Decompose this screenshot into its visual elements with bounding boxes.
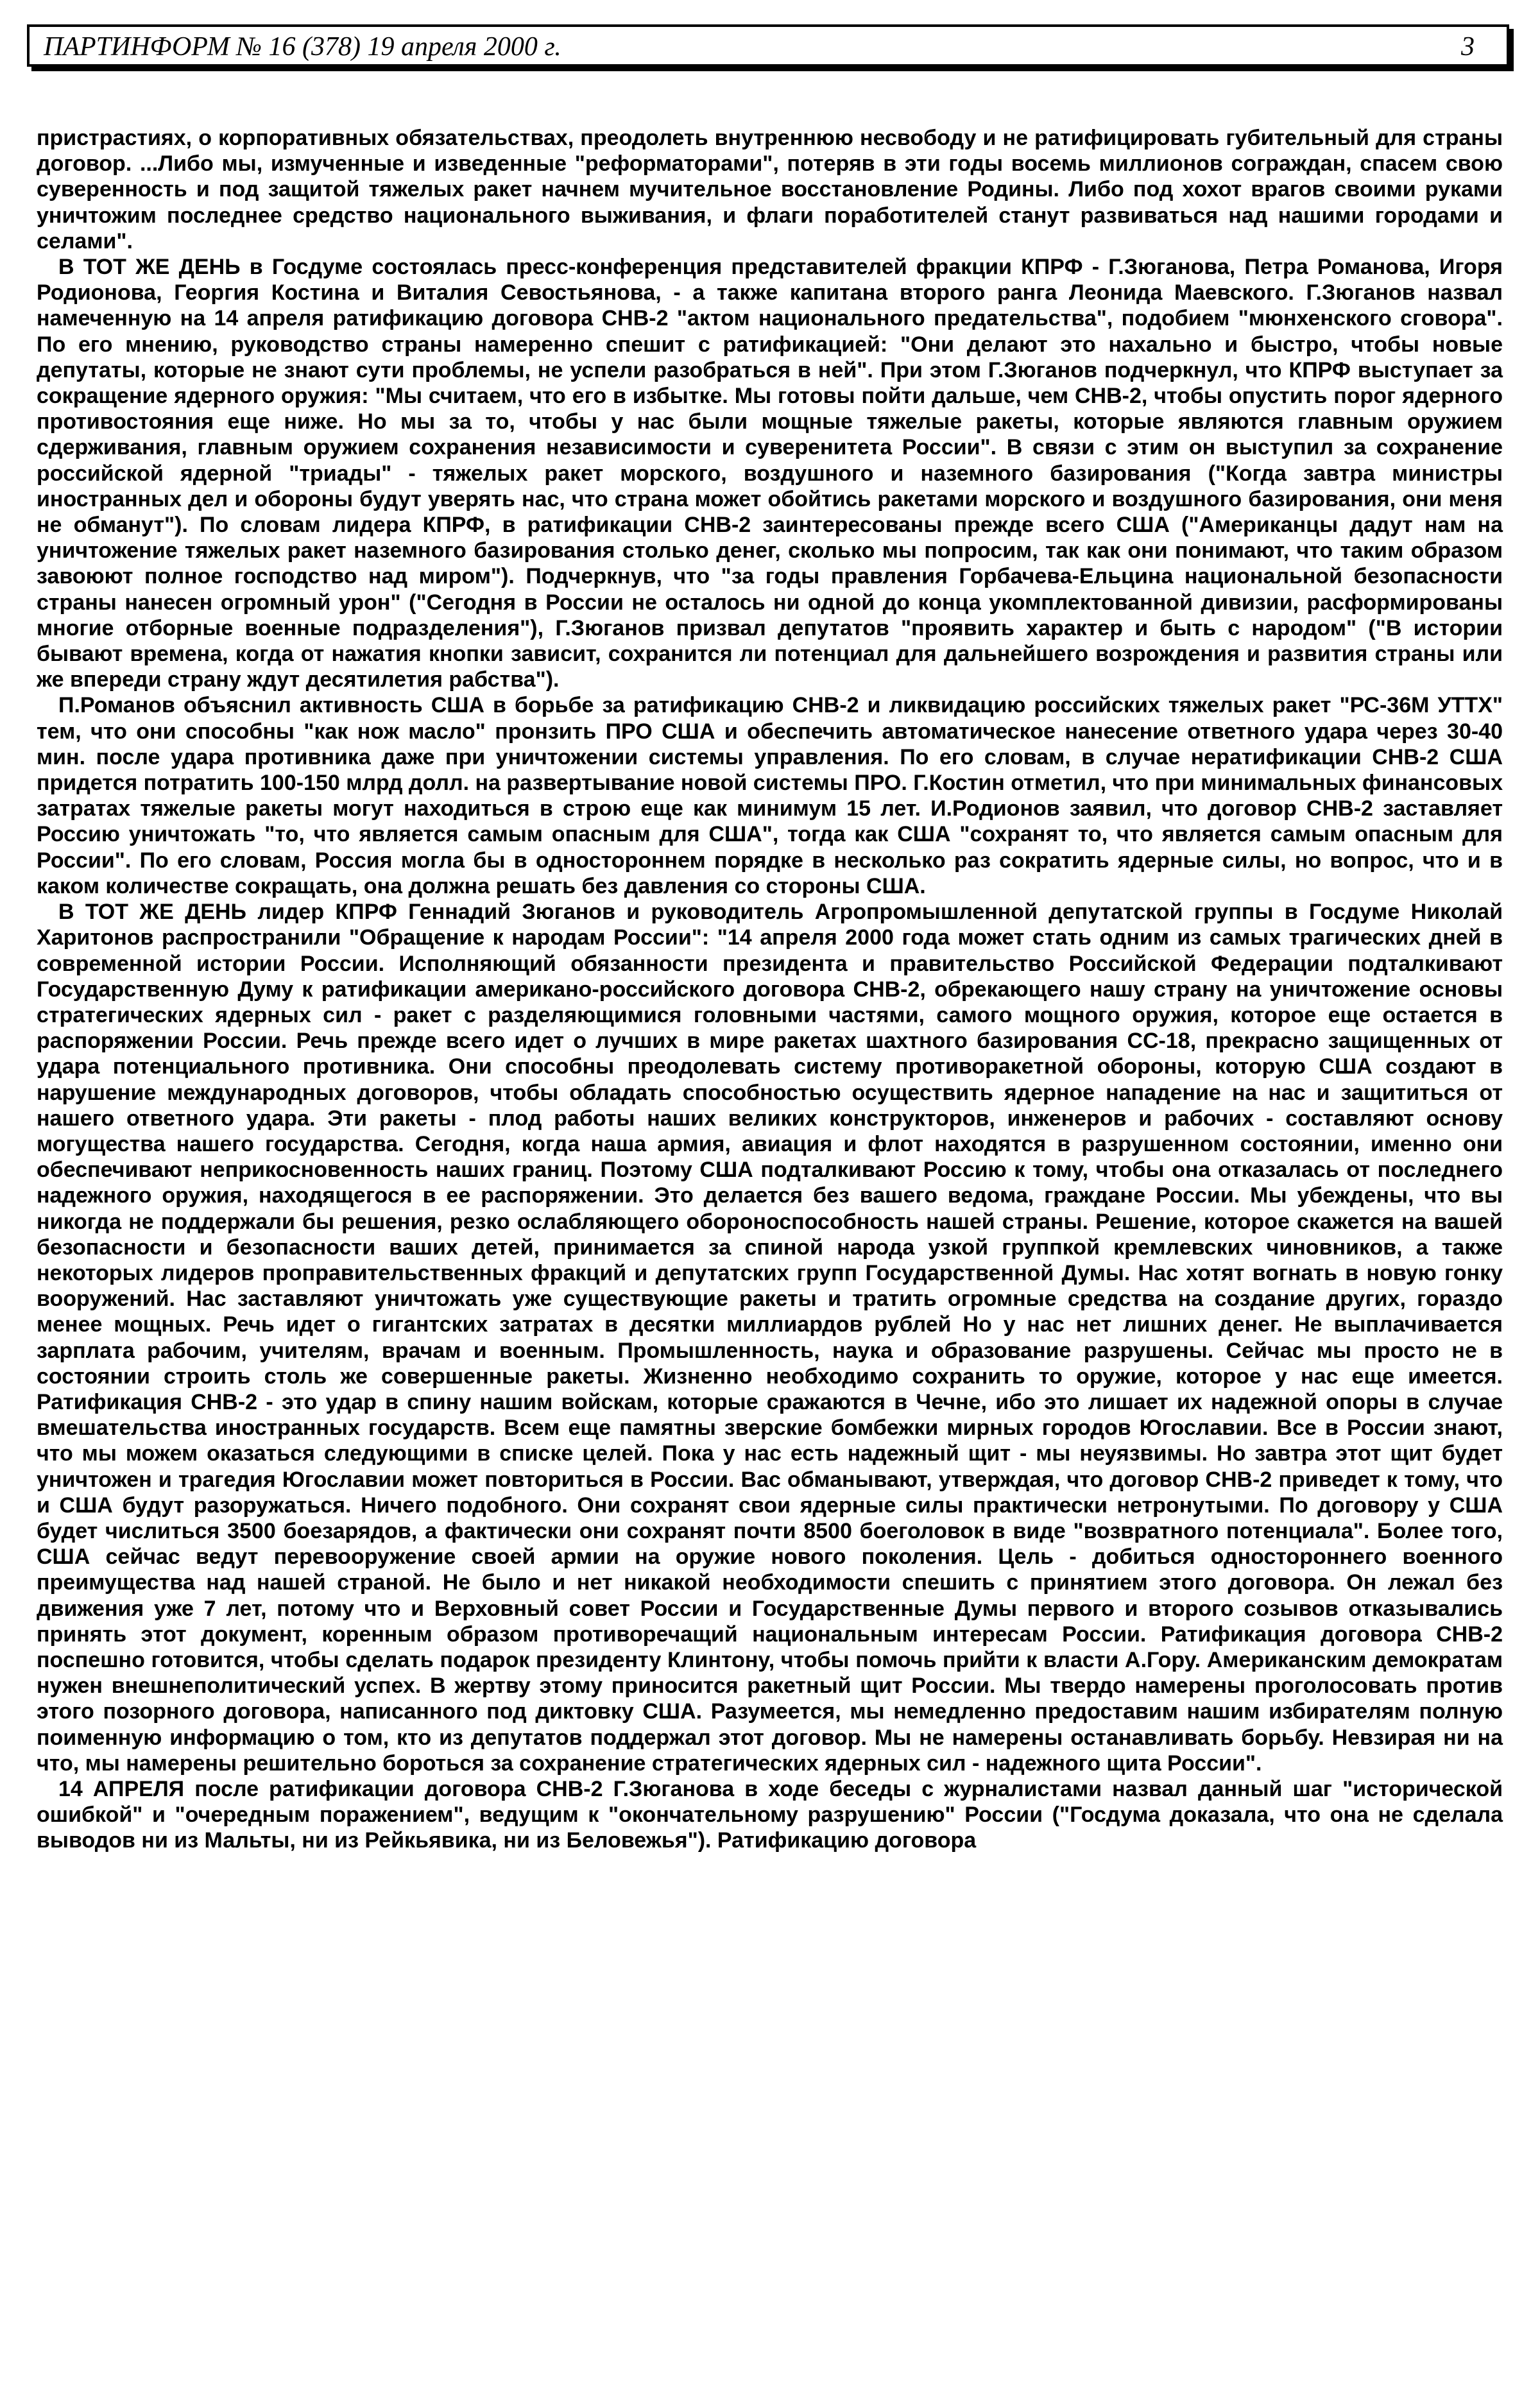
article-body [37, 125, 1503, 1854]
newspaper-issue-title: ПАРТИНФОРМ № 16 (378) 19 апреля 2000 г. [44, 32, 561, 62]
article-paragraph: В ТОТ ЖЕ ДЕНЬ в Госдуме состоялась пресс-конференция представителей фракции КПРФ - Г.Зюганова, Петра Романова, Игоря Родионова, Георгия Костина и Виталия Севостьянова, - а также капитана второго ранга Леонида Маевского. Г.Зюганов назвал намеченную на 14 апреля ратификацию договора СНВ-2 "актом национального предательства", подобием "мюнхенского сговора". По его мнению, руководство страны намеренно спешит с ратификацией: "Они делают это нахально и быстро, чтобы новые депутаты, которые не знают сути проблемы, не успели разобраться в ней". При этом Г.Зюганов подчеркнул, что КПРФ выступает за сокращение ядерного оружия: "Мы считаем, что его в избытке. Мы готовы пойти дальше, чем СНВ-2, чтобы опустить порог ядерного противостояния еще ниже. Но мы за то, чтобы у нас были мощные тяжелые ракеты, которые являются главным оружием сдерживания, главным оружием сохранения независимости и суверенитета России". В связи с этим он выступил за сохранение российской ядерной "триады" - тяжелых ракет морского, воздушного и наземного базирования ("Когда завтра министры иностранных дел и обороны будут уверять нас, что страна может обойтись ракетами морского и воздушного базирования, они меня не обманут"). По словам лидера КПРФ, в ратификации СНВ-2 заинтересованы прежде всего США ("Американцы дадут нам на уничтожение тяжелых ракет наземного базирования столько денег, сколько мы попросим, так как они понимают, что таким образом завоюют полное господство над миром"). Подчеркнув, что "за годы правления Горбачева-Ельцина национальной безопасности страны нанесен огромный урон" ("Сегодня в России не осталось ни одной до конца укомплектованной дивизии, расформированы многие отборные военные подразделения"), Г.Зюганов призвал депутатов "проявить характер и быть с народом" ("В истории бывают времена, когда от нажатия кнопки зависит, сохранится ли потенциал для дальнейшего возрождения и развития страны или же впереди страну ждут десятилетия рабства"). [37, 255, 1503, 692]
article-paragraph: 14 АПРЕЛЯ после ратификации договора СНВ-2 Г.Зюганова в ходе беседы с журналистами назвал данный шаг "исторической ошибкой" и "очередным поражением", ведущим к "окончательному разрушению" России ("Госдума доказала, что она не сделала выводов ни из Мальты, ни из Рейкьявика, ни из Беловежья"). Ратификацию договора [37, 1777, 1503, 1853]
article-paragraph: В ТОТ ЖЕ ДЕНЬ лидер КПРФ Геннадий Зюганов и руководитель Агропромышленной депутатской группы в Госдуме Николай Харитонов распространили "Обращение к народам России": "14 апреля 2000 года может стать одним из самых трагических дней в современной истории России. Исполняющий обязанности президента и правительство Российской Федерации подталкивают Государственную Думу к ратификации американо-российского договора СНВ-2, обрекающего нашу страну на уничтожение основы стратегических ядерных сил - ракет с разделяющимися головными частями, самого мощного оружия, которое еще остается в распоряжении России. Речь прежде всего идет о лучших в мире ракетах шахтного базирования СС-18, прекрасно защищенных от удара потенциального противника. Они способны преодолевать систему противоракетной обороны, которую США создают в нарушение международных договоров, чтобы обладать способностью осуществить ядерное нападение на нас и защититься от нашего ответного удара. Эти ракеты - плод работы наших великих конструкторов, инженеров и рабочих - составляют основу могущества нашего государства. Сегодня, когда наша армия, авиация и флот находятся в разрушенном состоянии, именно они обеспечивают неприкосновенность наших границ. Поэтому США подталкивают Россию к тому, чтобы она отказалась от последнего надежного оружия, находящегося в ее распоряжении. Это делается без вашего ведома, граждане России. Мы убеждены, что вы никогда не поддержали бы решения, резко ослабляющего обороноспособность нашей страны. Решение, которое скажется на вашей безопасности и безопасности ваших детей, принимается за спиной народа узкой группкой кремлевских чиновников, а также некоторых лидеров проправительственных фракций и депутатских групп Государственной Думы. Нас хотят вогнать в новую гонку вооружений. Нас заставляют уничтожать уже существующие ракеты и тратить огромные средства на создание других, гораздо менее мощных. Речь идет о гигантских затратах в десятки миллиардов рублей Но у нас нет лишних денег. Не выплачивается зарплата рабочим, учителям, врачам и военным. Промышленность, наука и образование разрушены. Сейчас мы просто не в состоянии строить столь же совершенные ракеты. Жизненно необходимо сохранить то оружие, которое у нас еще имеется. Ратификация СНВ-2 - это удар в спину нашим войскам, которые сражаются в Чечне, ибо это лишает их надежной опоры в случае вмешательства иностранных государств. Всем еще памятны зверские бомбежки мирных городов Югославии. Все в России знают, что мы можем оказаться следующими в списке целей. Пока у нас есть надежный щит - мы неуязвимы. Но завтра этот щит будет уничтожен и трагедия Югославии может повториться в России. Вас обманывают, утверждая, что договор СНВ-2 приведет к тому, что и США будут разоружаться. Ничего подобного. Они сохранят свои ядерные силы практически нетронутыми. По договору у США будет числиться 3500 боезарядов, а фактически они сохранят почти 8500 боеголовок в виде "возвратного потенциала". Более того, США сейчас ведут перевооружение своей армии на оружие нового поколения. Цель - добиться одностороннего военного преимущества над нашей страной. Не было и нет никакой необходимости спешить с принятием этого договора. Он лежал без движения уже 7 лет, потому что и Верховный совет России и Государственные Думы первого и второго созывов отказывались принять этот документ, коренным образом противоречащий национальным интересам России. Ратификация договора СНВ-2 поспешно готовится, чтобы сделать подарок президенту Клинтону, чтобы помочь прийти к власти А.Гору. Американским демократам нужен внешнеполитический успех. В жертву этому приносится ракетный щит России. Мы твердо намерены проголосовать против этого позорного договора, написанного под диктовку США. Разумеется, мы немедленно предоставим нашим избирателям полную поименную информацию о том, кто из депутатов поддержал этот договор. Мы не намерены останавливать борьбу. Невзирая ни на что, мы намерены решительно бороться за сохранение стратегических ядерных сил - надежного щита России". [37, 900, 1503, 1776]
article-paragraph: пристрастиях, о корпоративных обязательствах, преодолеть внутреннюю несвободу и не ратифицировать губительный для страны договор. ...Либо мы, измученные и изведенные "реформаторами", потеряв в эти годы восемь миллионов сограждан, спасем свою суверенность и под защитой тяжелых ракет начнем мучительное восстановление Родины. Либо под хохот врагов своими руками уничтожим последнее средство национального выживания, и флаги поработителей станут развиваться над нашими городами и селами". [37, 126, 1503, 253]
page-header [27, 24, 1509, 67]
page-number: 3 [1461, 32, 1475, 62]
article-paragraph: П.Романов объяснил активность США в борьбе за ратификацию СНВ-2 и ликвидацию российских тяжелых ракет "РС-36М УТТХ" тем, что они способны "как нож масло" пронзить ПРО США и обеспечить автоматическое нанесение ответного удара через 30-40 мин. после удара противника даже при уничтожении системы управления. По его словам, в случае нератификации СНВ-2 США придется потратить 100-150 млрд долл. на развертывание новой системы ПРО. Г.Костин отметил, что при минимальных финансовых затратах тяжелые ракеты могут находиться в строю еще как минимум 15 лет. И.Родионов заявил, что договор СНВ-2 заставляет Россию уничтожать "то, что является самым опасным для США", тогда как США "сохранят то, что является самым опасным для России". По его словам, Россия могла бы в одностороннем порядке в несколько раз сократить ядерные силы, но вопрос, что и в каком количестве сокращать, она должна решать без давления со стороны США. [37, 693, 1503, 898]
